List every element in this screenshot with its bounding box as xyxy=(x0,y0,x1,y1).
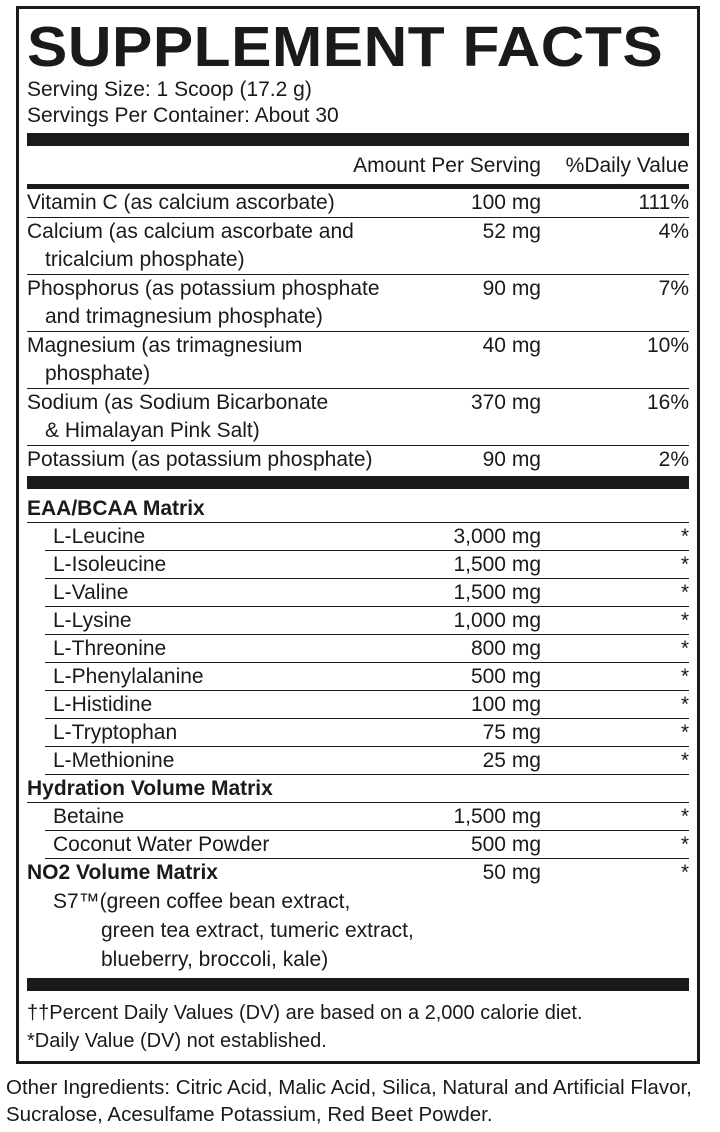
ingredient-name: L-Threonine xyxy=(53,637,167,660)
nutrient-dv: 111% xyxy=(638,191,689,214)
ingredient-amount: 1,500 mg xyxy=(453,553,541,576)
nutrient-row xyxy=(27,218,689,274)
ingredient-name: L-Tryptophan xyxy=(53,721,178,744)
ingredient-name: L-Isoleucine xyxy=(53,553,167,576)
nutrient-amount: 40 mg xyxy=(482,334,541,357)
ingredient-amount: 25 mg xyxy=(482,749,541,772)
nutrient-name: Phosphorus (as potassium phosphate xyxy=(27,277,380,300)
nutrient-name: Vitamin C (as calcium ascorbate) xyxy=(27,191,335,214)
supplement-facts-panel xyxy=(16,6,700,1064)
dv-header: %Daily Value xyxy=(565,154,689,177)
ingredient-amount: 100 mg xyxy=(470,693,541,716)
nutrient-amount: 52 mg xyxy=(482,220,541,243)
column-header xyxy=(27,146,689,184)
ingredient-name: L-Phenylalanine xyxy=(53,665,204,688)
nutrient-row xyxy=(27,332,689,388)
nutrient-name-cont: phosphate) xyxy=(45,362,151,385)
footnotes xyxy=(27,999,689,1055)
nutrient-amount: 90 mg xyxy=(482,277,541,300)
nutrient-row xyxy=(27,189,689,217)
nutrient-amount: 370 mg xyxy=(470,391,541,414)
ingredient-dv: * xyxy=(680,721,689,744)
nutrient-name-cont: & Himalayan Pink Salt) xyxy=(45,419,260,442)
nutrient-name: Potassium (as potassium phosphate) xyxy=(27,448,373,471)
nutrient-dv: 16% xyxy=(646,391,689,414)
s7-line-1: S7™(green coffee bean extract, xyxy=(53,890,351,913)
hydration-heading xyxy=(27,775,689,803)
ingredient-amount: 500 mg xyxy=(470,665,541,688)
no2-dv: * xyxy=(680,861,689,884)
ingredient-amount: 3,000 mg xyxy=(453,525,541,548)
ingredient-row xyxy=(27,579,689,607)
ingredient-row xyxy=(27,607,689,635)
nutrient-dv: 2% xyxy=(658,448,689,471)
no2-amount: 50 mg xyxy=(482,861,541,884)
nutrient-name: Sodium (as Sodium Bicarbonate xyxy=(27,391,329,414)
ingredient-name: L-Leucine xyxy=(53,525,146,548)
ingredient-row xyxy=(27,551,689,579)
nutrient-list xyxy=(27,189,689,474)
ingredient-dv: * xyxy=(680,609,689,632)
ingredient-name: L-Lysine xyxy=(53,609,132,632)
ingredient-dv: * xyxy=(680,553,689,576)
hydration-heading-label: Hydration Volume Matrix xyxy=(27,777,273,800)
nutrient-row xyxy=(27,389,689,445)
eaa-heading xyxy=(27,495,689,523)
ingredient-dv: * xyxy=(680,637,689,660)
thick-divider xyxy=(27,476,689,489)
nutrient-amount: 90 mg xyxy=(482,448,541,471)
s7-line-2: green tea extract, tumeric extract, xyxy=(101,919,414,942)
nutrient-row xyxy=(27,446,689,474)
ingredient-amount: 500 mg xyxy=(470,833,541,856)
ingredient-dv: * xyxy=(680,693,689,716)
serving-size: Serving Size: 1 Scoop (17.2 g) xyxy=(27,78,312,101)
ingredient-dv: * xyxy=(680,749,689,772)
ingredient-dv: * xyxy=(680,665,689,688)
ingredient-name: Betaine xyxy=(53,805,125,828)
servings-per-container: Servings Per Container: About 30 xyxy=(27,104,339,127)
eaa-list xyxy=(27,523,689,775)
nutrient-row xyxy=(27,275,689,331)
s7-description xyxy=(27,887,689,974)
ingredient-row xyxy=(27,803,689,831)
ingredient-name: L-Methionine xyxy=(53,749,175,772)
eaa-heading-label: EAA/BCAA Matrix xyxy=(27,497,205,520)
nutrient-name-cont: and trimagnesium phosphate) xyxy=(45,305,323,328)
ingredient-name: L-Valine xyxy=(53,581,129,604)
nutrient-dv: 4% xyxy=(658,220,689,243)
ingredient-dv: * xyxy=(680,805,689,828)
nutrient-dv: 7% xyxy=(658,277,689,300)
other-ingredients: Other Ingredients: Citric Acid, Malic Acid, Silica, Natural and Artificial Flavor, Sucralose, Acesulfame Potassium, Red Beet Powder. xyxy=(6,1076,692,1126)
panel-inner xyxy=(27,9,689,1061)
ingredient-name: L-Histidine xyxy=(53,693,153,716)
nutrient-dv: 10% xyxy=(646,334,689,357)
s7-line-3: blueberry, broccoli, kale) xyxy=(101,948,329,971)
ingredient-amount: 1,500 mg xyxy=(453,581,541,604)
hydration-list xyxy=(27,803,689,859)
thick-divider xyxy=(27,133,689,146)
ingredient-dv: * xyxy=(680,581,689,604)
nutrient-name: Magnesium (as trimagnesium xyxy=(27,334,303,357)
no2-heading-label: NO2 Volume Matrix xyxy=(27,861,218,884)
ingredient-name: Coconut Water Powder xyxy=(53,833,270,856)
ingredient-dv: * xyxy=(680,833,689,856)
nutrient-name-cont: tricalcium phosphate) xyxy=(45,248,245,271)
ingredient-row xyxy=(27,523,689,551)
panel-title: SUPPLEMENT FACTS xyxy=(27,15,664,79)
ingredient-amount: 800 mg xyxy=(470,637,541,660)
thick-divider xyxy=(27,978,689,991)
ingredient-row xyxy=(27,635,689,663)
ingredient-amount: 1,500 mg xyxy=(453,805,541,828)
nutrient-amount: 100 mg xyxy=(470,191,541,214)
no2-heading xyxy=(27,859,689,887)
ingredient-amount: 75 mg xyxy=(482,721,541,744)
nutrient-name: Calcium (as calcium ascorbate and xyxy=(27,220,354,243)
ingredient-row xyxy=(27,747,689,775)
ingredient-row xyxy=(27,719,689,747)
ingredient-row xyxy=(27,831,689,859)
ingredient-row xyxy=(27,691,689,719)
footnote-dv-basis: ††Percent Daily Values (DV) are based on a 2,000 calorie diet. xyxy=(27,1002,583,1024)
footnote-dv-not-established: *Daily Value (DV) not established. xyxy=(27,1030,327,1052)
ingredient-dv: * xyxy=(680,525,689,548)
amount-header: Amount Per Serving xyxy=(353,154,541,177)
ingredient-row xyxy=(27,663,689,691)
ingredient-amount: 1,000 mg xyxy=(453,609,541,632)
